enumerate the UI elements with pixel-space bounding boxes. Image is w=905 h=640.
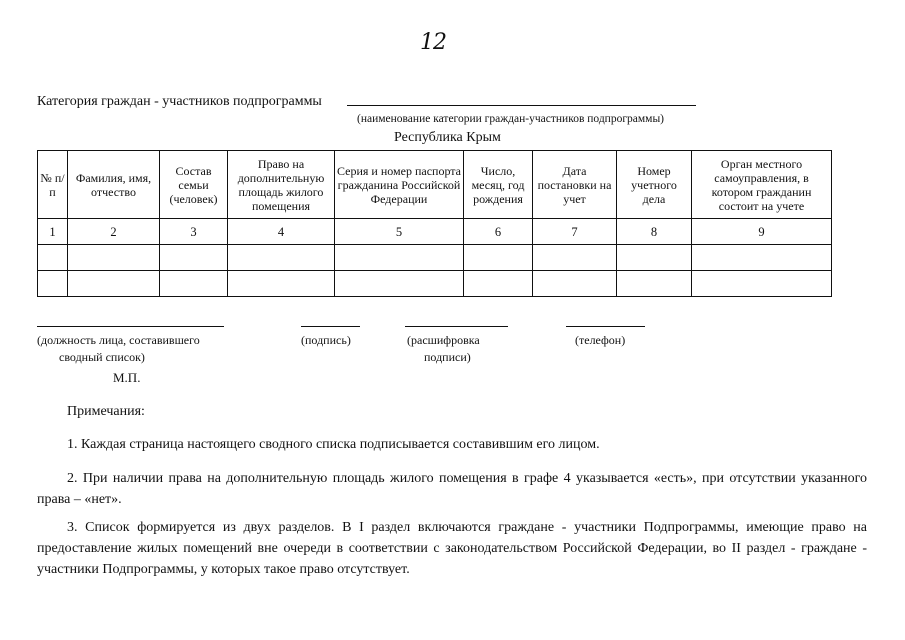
table-cell (38, 245, 68, 271)
note-3: 3. Список формируется из двух разделов. В I раздел включаются граждане - участники Подпрограммы, имеющие право на предоставление жилых помещений вне очереди в соответствии с законодательством Российской Федерации, во II раздел - граждане - участники Подпрограммы, у которых такое право отсутствует. (37, 520, 867, 577)
table-cell (617, 245, 692, 271)
column-number: 5 (335, 219, 464, 245)
column-number: 4 (228, 219, 335, 245)
position-caption-line1: (должность лица, составившего (37, 333, 200, 347)
decode-signature-line (405, 326, 508, 327)
table-cell (228, 245, 335, 271)
phone-line (566, 326, 645, 327)
header-number: № п/п (38, 151, 68, 219)
applicants-table (37, 150, 832, 297)
decode-caption-line1: (расшифровка (407, 333, 480, 347)
header-family-size: Состав семьи (человек) (160, 151, 228, 219)
note-2: 2. При наличии права на дополнительную площадь жилого помещения в графе 4 указывается «есть», при отсутствии указанного права – «нет». (37, 471, 867, 507)
table-cell (335, 271, 464, 297)
table-cell (533, 271, 617, 297)
header-birth-date: Число, месяц, год рождения (464, 151, 533, 219)
decode-caption-line2: подписи) (424, 350, 471, 364)
table-header-row (38, 151, 832, 219)
table-cell (533, 245, 617, 271)
header-local-authority: Орган местного самоуправления, в котором гражданин состоит на учете (692, 151, 832, 219)
phone-caption: (телефон) (575, 333, 626, 347)
category-hint: (наименование категории граждан-участников подпрограммы) (357, 113, 665, 125)
table-cell (617, 271, 692, 297)
column-number: 2 (68, 219, 160, 245)
signature-line (301, 326, 360, 327)
table-row (38, 271, 832, 297)
stamp-place: М.П. (113, 370, 141, 385)
notes-title: Примечания: (67, 404, 145, 419)
table-row (38, 245, 832, 271)
table-cell (68, 245, 160, 271)
table-cell (160, 245, 228, 271)
header-case-number: Номер учетного дела (617, 151, 692, 219)
table-cell (68, 271, 160, 297)
column-number: 7 (533, 219, 617, 245)
column-number: 1 (38, 219, 68, 245)
table-cell (228, 271, 335, 297)
position-caption-line2: сводный список) (59, 350, 145, 364)
header-registration-date: Дата постановки на учет (533, 151, 617, 219)
note-1: 1. Каждая страница настоящего сводного списка подписывается составившим его лицом. (67, 437, 600, 452)
column-number: 8 (617, 219, 692, 245)
table-column-numbers-row (38, 219, 832, 245)
position-signature-line (37, 326, 224, 327)
page-number: 12 (420, 30, 446, 55)
table-cell (160, 271, 228, 297)
header-full-name: Фамилия, имя, отчество (68, 151, 160, 219)
table-cell (692, 271, 832, 297)
header-passport: Серия и номер паспорта гражданина Российской Федерации (335, 151, 464, 219)
category-fill-line (347, 105, 696, 106)
table-cell (464, 271, 533, 297)
signature-caption: (подпись) (301, 333, 351, 347)
table-cell (464, 245, 533, 271)
category-label: Категория граждан - участников подпрограммы (37, 94, 322, 109)
region-name: Республика Крым (394, 130, 501, 145)
header-extra-area-right: Право на дополнительную площадь жилого помещения (228, 151, 335, 219)
column-number: 3 (160, 219, 228, 245)
column-number: 9 (692, 219, 832, 245)
column-number: 6 (464, 219, 533, 245)
table-cell (38, 271, 68, 297)
table-cell (335, 245, 464, 271)
table-cell (692, 245, 832, 271)
